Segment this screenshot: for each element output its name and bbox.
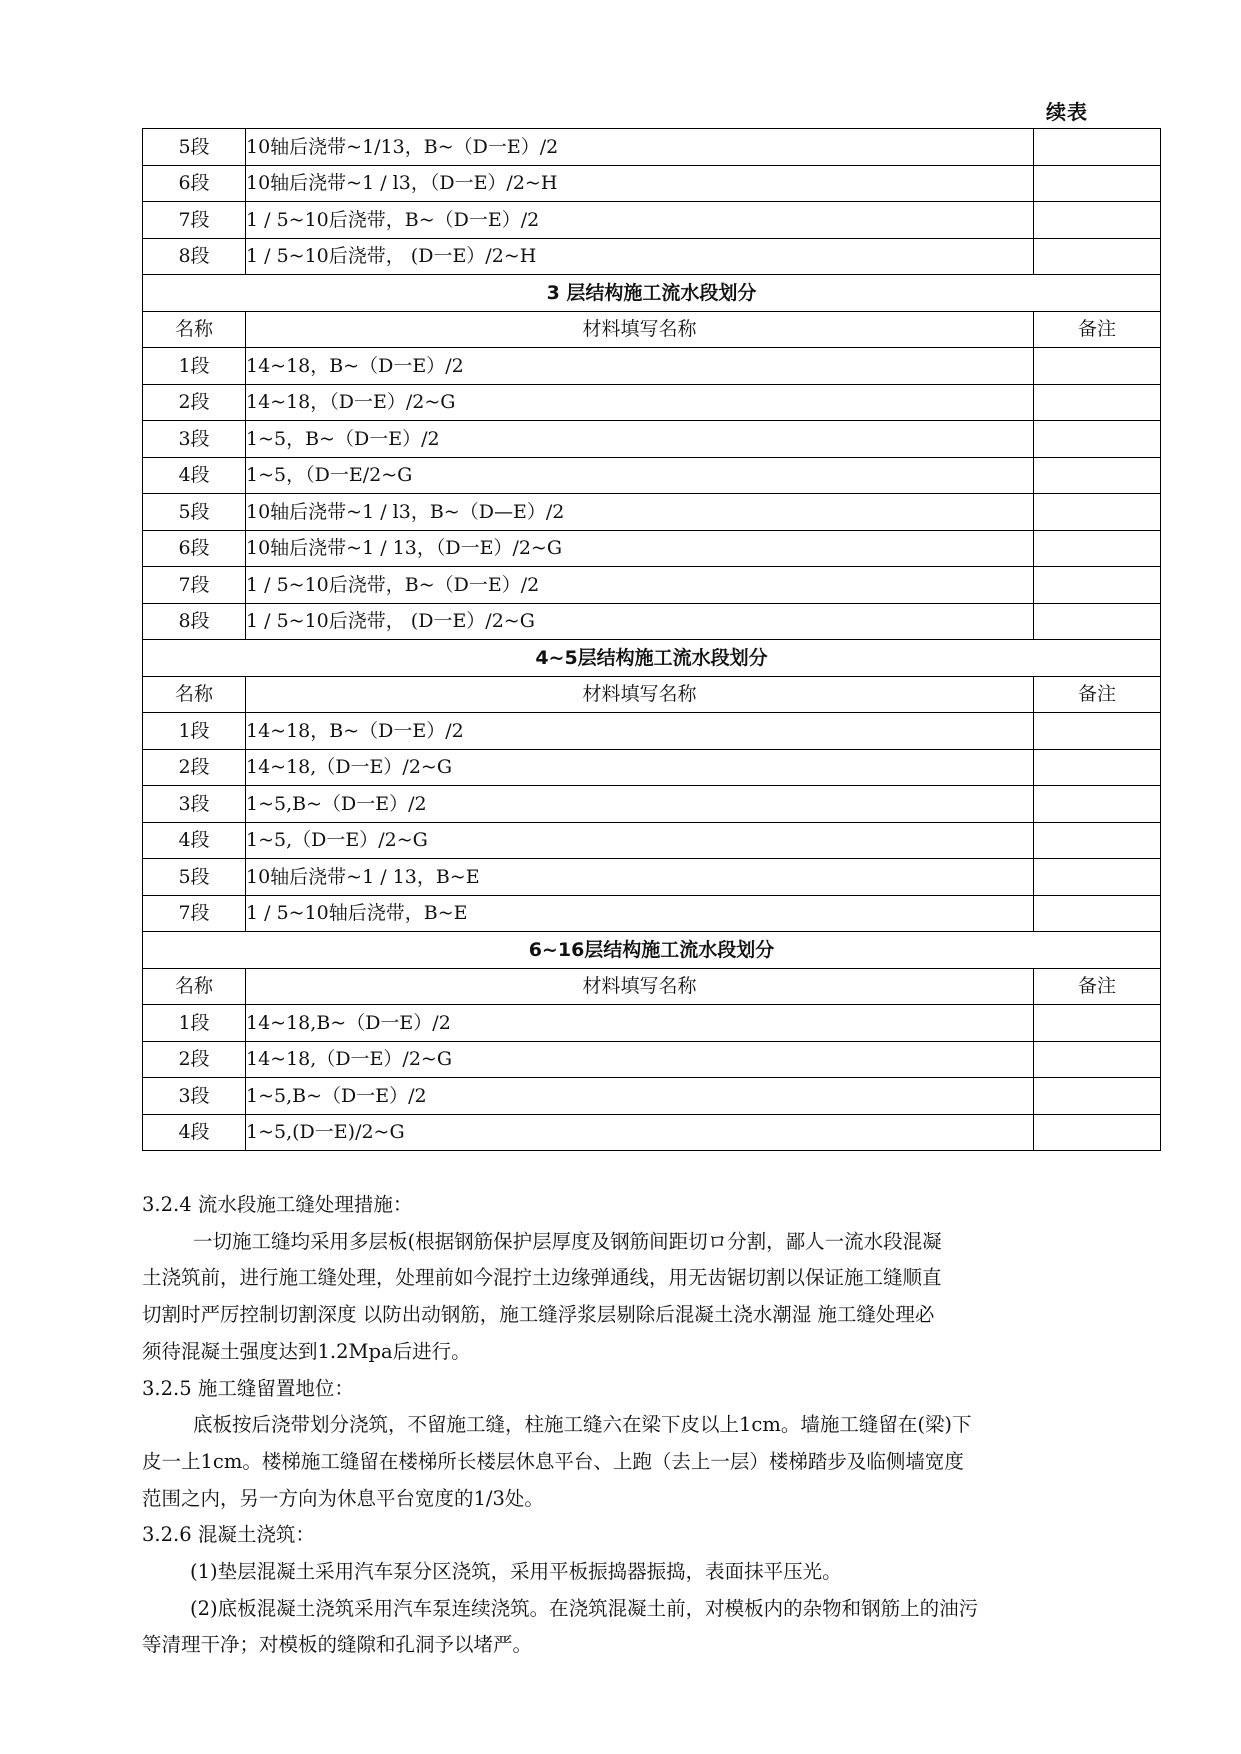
segment-range: 1 / 5~10后浇带， (D一E）/2~H <box>246 238 1034 275</box>
paragraph-line: 范围之内，另一方向为休息平台宽度的1/3处。 <box>142 1486 544 1510</box>
segment-note <box>1034 129 1161 166</box>
segment-note <box>1034 895 1161 932</box>
table-header-row <box>143 676 1161 713</box>
segment-range: 1 / 5~10后浇带， (D一E）/2~G <box>246 603 1034 640</box>
segment-note <box>1034 384 1161 421</box>
paragraph-line: (1)垫层混凝土采用汽车泵分区浇筑，采用平板振捣器振捣，表面抹平压光。 <box>190 1560 842 1584</box>
table-row <box>143 165 1161 202</box>
table-header-row <box>143 968 1161 1005</box>
segment-note <box>1034 749 1161 786</box>
segment-note <box>1034 1114 1161 1151</box>
segment-name: 3段 <box>143 1078 246 1115</box>
header-desc: 材料填写名称 <box>246 968 1034 1005</box>
table-row <box>143 421 1161 458</box>
segment-range: 10轴后浇带~1 / 13，B~E <box>246 859 1034 896</box>
segment-name: 2段 <box>143 1041 246 1078</box>
segment-range: 14~18，B~（D一E）/2 <box>246 713 1034 750</box>
segment-name: 2段 <box>143 749 246 786</box>
segment-name: 5段 <box>143 129 246 166</box>
segment-name: 5段 <box>143 859 246 896</box>
segment-note <box>1034 348 1161 385</box>
segment-note <box>1034 1041 1161 1078</box>
flow-segment-table <box>142 128 1161 1151</box>
segment-name: 3段 <box>143 421 246 458</box>
segment-note <box>1034 1078 1161 1115</box>
segment-note <box>1034 859 1161 896</box>
segment-note <box>1034 786 1161 823</box>
heading-3-2-6: 3.2.6 混凝土浇筑： <box>142 1523 315 1547</box>
segment-name: 4段 <box>143 1114 246 1151</box>
header-name: 名称 <box>143 676 246 713</box>
table-row <box>143 238 1161 275</box>
paragraph-line: 一切施工缝均采用多层板(根据钢筋保护层厚度及钢筋间距切ロ分割，鄙人一流水段混凝 <box>193 1229 942 1253</box>
segment-note <box>1034 603 1161 640</box>
table-row <box>143 1041 1161 1078</box>
segment-range: 1~5，（D一E/2~G <box>246 457 1034 494</box>
table-row <box>143 1114 1161 1151</box>
table-row <box>143 129 1161 166</box>
segment-range: 10轴后浇带~1 / 13，（D一E）/2~G <box>246 530 1034 567</box>
segment-name: 4段 <box>143 822 246 859</box>
segment-range: 1~5，B~（D一E）/2 <box>246 421 1034 458</box>
segment-name: 7段 <box>143 567 246 604</box>
segment-range: 1~5,（D一E）/2~G <box>246 822 1034 859</box>
header-name: 名称 <box>143 311 246 348</box>
segment-range: 1~5,B~（D一E）/2 <box>246 1078 1034 1115</box>
paragraph-line: 切割时严厉控制切割深度 以防出动钢筋，施工缝浮浆层剔除后混凝土浇水潮湿 施工缝处理必 <box>142 1303 935 1327</box>
segment-range: 10轴后浇带~1/13，B~（D一E）/2 <box>246 129 1034 166</box>
section-title: 3 层结构施工流水段划分 <box>143 275 1161 312</box>
segment-range: 14~18,（D一E）/2~G <box>246 749 1034 786</box>
segment-note <box>1034 1005 1161 1042</box>
segment-range: 14~18，（D一E）/2~G <box>246 384 1034 421</box>
paragraph-line: 皮一上1cm。楼梯施工缝留在楼梯所长楼层休息平台、上跑（去上一层）楼梯踏步及临侧墙宽度 <box>142 1449 964 1473</box>
header-note: 备注 <box>1034 311 1161 348</box>
segment-name: 8段 <box>143 603 246 640</box>
header-note: 备注 <box>1034 676 1161 713</box>
segment-name: 1段 <box>143 348 246 385</box>
segment-range: 14~18,B~（D一E）/2 <box>246 1005 1034 1042</box>
paragraph-line: 底板按后浇带划分浇筑，不留施工缝，柱施工缝六在梁下皮以上1cm。墙施工缝留在(梁)下 <box>193 1413 972 1437</box>
segment-range: 1 / 5~10后浇带，B~（D一E）/2 <box>246 202 1034 239</box>
section-title-row <box>143 640 1161 677</box>
header-note: 备注 <box>1034 968 1161 1005</box>
segment-range: 1~5,(D一E)/2~G <box>246 1114 1034 1151</box>
table-row <box>143 895 1161 932</box>
segment-note <box>1034 567 1161 604</box>
table-row <box>143 1078 1161 1115</box>
segment-name: 2段 <box>143 384 246 421</box>
table-header-row <box>143 311 1161 348</box>
segment-note <box>1034 238 1161 275</box>
table-row <box>143 494 1161 531</box>
table-row <box>143 530 1161 567</box>
table-row <box>143 786 1161 823</box>
paragraph-line: (2)底板混凝土浇筑采用汽车泵连续浇筑。在浇筑混凝土前，对模板内的杂物和钢筋上的油污 <box>190 1596 979 1620</box>
section-title-row <box>143 275 1161 312</box>
paragraph-line: 等清理干净；对模板的缝隙和孔洞予以堵严。 <box>142 1633 533 1657</box>
table-row <box>143 348 1161 385</box>
continuation-label: 续表 <box>1046 100 1088 124</box>
table-row <box>143 749 1161 786</box>
segment-name: 7段 <box>143 202 246 239</box>
header-desc: 材料填写名称 <box>246 676 1034 713</box>
segment-name: 4段 <box>143 457 246 494</box>
table-row <box>143 822 1161 859</box>
segment-range: 14~18，B~（D一E）/2 <box>246 348 1034 385</box>
table-row <box>143 603 1161 640</box>
segment-range: 1~5,B~（D一E）/2 <box>246 786 1034 823</box>
section-title-row <box>143 932 1161 969</box>
paragraph-line: 土浇筑前，进行施工缝处理，处理前如今混拧土边缘弹通线，用无齿锯切割以保证施工缝顺直 <box>142 1266 942 1290</box>
segment-name: 1段 <box>143 1005 246 1042</box>
segment-range: 14~18,（D一E）/2~G <box>246 1041 1034 1078</box>
segment-range: 10轴后浇带~1 / l3，B~（D—E）/2 <box>246 494 1034 531</box>
heading-3-2-4: 3.2.4 流水段施工缝处理措施： <box>142 1193 413 1216</box>
segment-name: 8段 <box>143 238 246 275</box>
segment-range: 1 / 5~10轴后浇带，B~E <box>246 895 1034 932</box>
segment-range: 10轴后浇带~1 / l3，（D一E）/2~H <box>246 165 1034 202</box>
segment-name: 5段 <box>143 494 246 531</box>
heading-3-2-5: 3.2.5 施工缝留置地位： <box>142 1376 354 1400</box>
table-row <box>143 202 1161 239</box>
header-desc: 材料填写名称 <box>246 311 1034 348</box>
table-row <box>143 1005 1161 1042</box>
table-row <box>143 859 1161 896</box>
table-row <box>143 713 1161 750</box>
segment-name: 6段 <box>143 530 246 567</box>
segment-note <box>1034 494 1161 531</box>
table-row <box>143 384 1161 421</box>
segment-name: 7段 <box>143 895 246 932</box>
section-title: 6~16层结构施工流水段划分 <box>143 932 1161 969</box>
segment-note <box>1034 822 1161 859</box>
segment-note <box>1034 421 1161 458</box>
construction-joint-text <box>142 1187 1162 1664</box>
segment-note <box>1034 530 1161 567</box>
segment-note <box>1034 202 1161 239</box>
table-row <box>143 567 1161 604</box>
segment-note <box>1034 165 1161 202</box>
table-row <box>143 457 1161 494</box>
segment-name: 1段 <box>143 713 246 750</box>
segment-range: 1 / 5~10后浇带，B~（D一E）/2 <box>246 567 1034 604</box>
segment-name: 6段 <box>143 165 246 202</box>
segment-name: 3段 <box>143 786 246 823</box>
header-name: 名称 <box>143 968 246 1005</box>
section-title: 4~5层结构施工流水段划分 <box>143 640 1161 677</box>
paragraph-line: 须待混凝土强度达到1.2Mpa后进行。 <box>142 1339 471 1363</box>
segment-note <box>1034 457 1161 494</box>
segment-note <box>1034 713 1161 750</box>
